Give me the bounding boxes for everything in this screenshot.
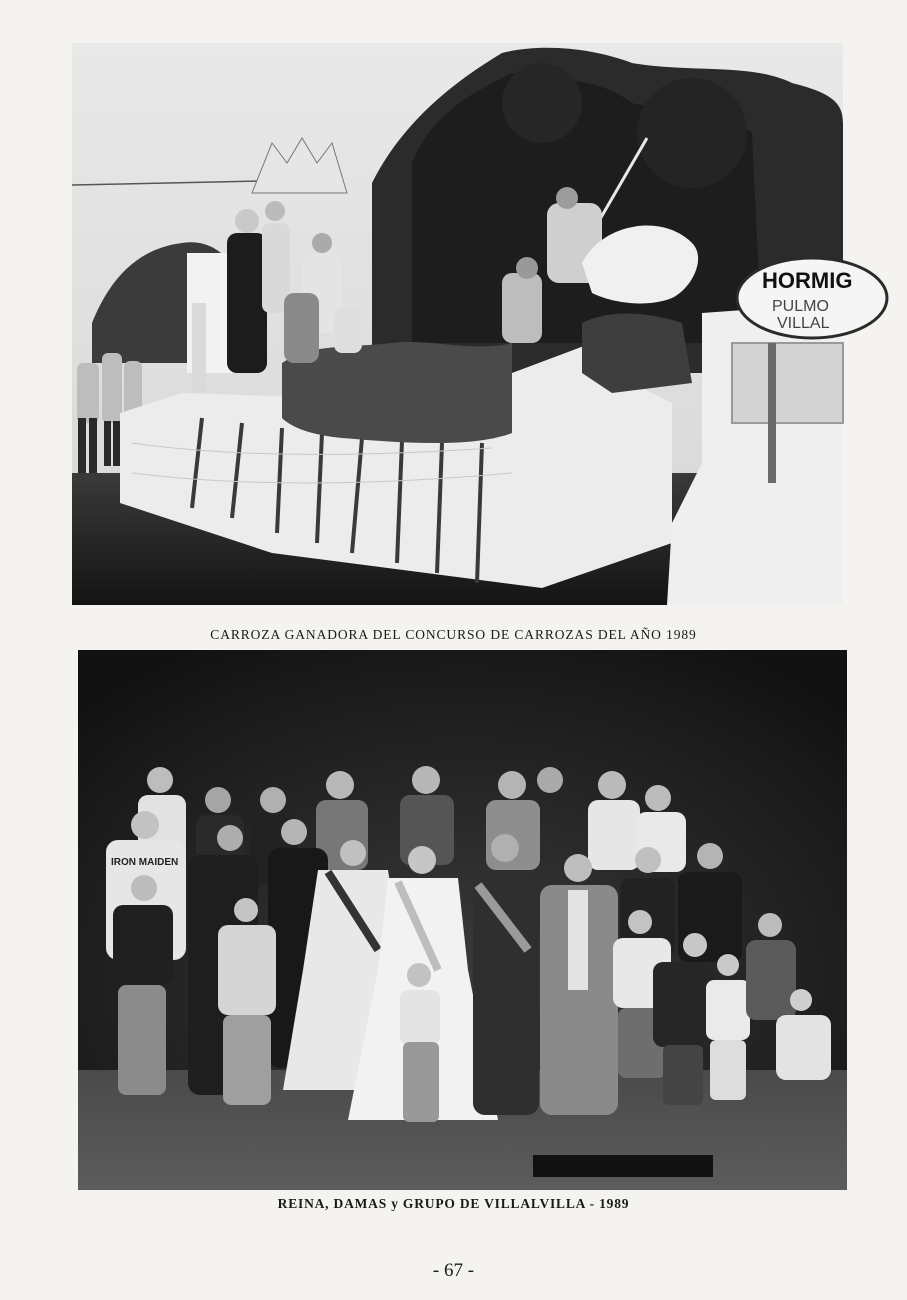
group-caption: REINA, DAMAS y GRUPO DE VILLALVILLA - 1989 (277, 1196, 630, 1211)
sign-line-3: VILLAL (777, 315, 830, 332)
carroza-caption: CARROZA GANADORA DEL CONCURSO DE CARROZAS DEL AÑO 1989 (210, 627, 697, 642)
carroza-photo (72, 43, 853, 605)
sign-line-2: PULMO (772, 298, 829, 315)
sign-line-1: HORMIG (762, 268, 853, 293)
group-photo (78, 650, 847, 1190)
page-number: - 67 - (432, 1260, 475, 1281)
carroza-photo-image (72, 43, 853, 605)
shirt-text: IRON MAIDEN (111, 857, 179, 868)
group-photo-image (78, 650, 847, 1190)
